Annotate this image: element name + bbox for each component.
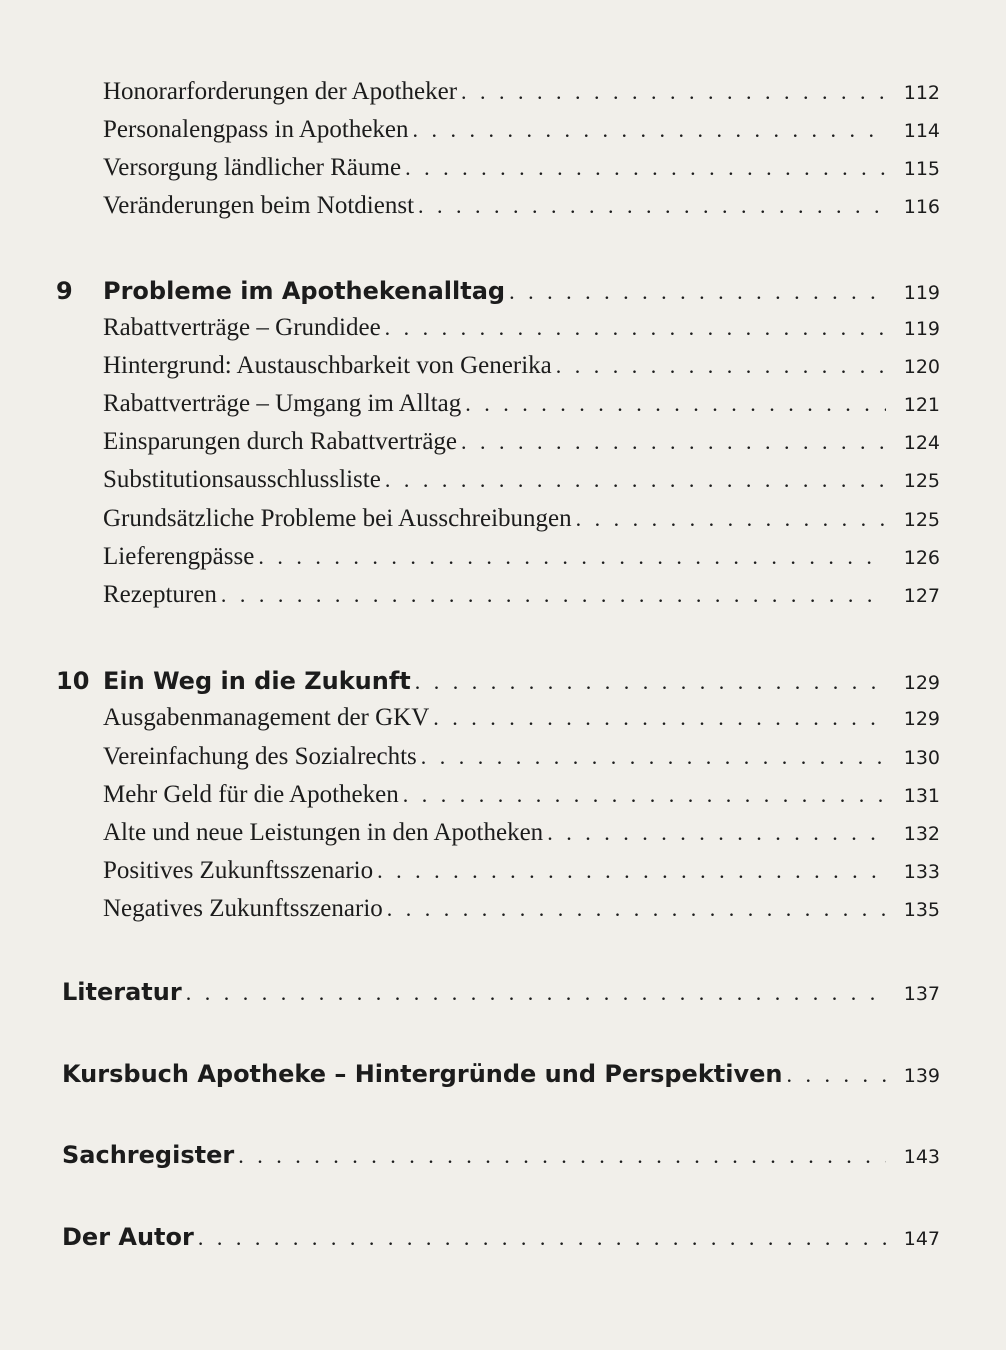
- leader-dots: [186, 980, 886, 1006]
- entry-page: 120: [903, 356, 940, 378]
- entry-page: 147: [903, 1228, 940, 1250]
- entry-title: Veränderungen beim Notdienst: [103, 192, 415, 219]
- leader-dots: [461, 79, 886, 105]
- toc-entry: [0, 466, 1006, 494]
- entry-page: 139: [903, 1065, 940, 1087]
- toc-entry: [0, 390, 1006, 418]
- leader-dots: [421, 744, 886, 770]
- section-title: Kursbuch Apotheke – Hintergründe und Perspektiven: [62, 1060, 783, 1088]
- entry-title: Positives Zukunftsszenario: [103, 857, 374, 884]
- entry-page: 125: [903, 470, 940, 492]
- toc-entry: [0, 581, 1006, 609]
- leader-dots: [787, 1062, 886, 1088]
- leader-dots: [556, 353, 886, 379]
- entry-title: Vereinfachung des Sozialrechts: [103, 743, 417, 770]
- entry-page: 137: [903, 983, 940, 1005]
- leader-dots: [405, 155, 886, 181]
- entry-title: Lieferengpässe: [103, 543, 255, 570]
- toc-entry: [0, 505, 1006, 533]
- leader-dots: [547, 820, 886, 846]
- entry-page: 124: [903, 432, 940, 454]
- leader-dots: [238, 1143, 886, 1169]
- leader-dots: [385, 315, 886, 341]
- chapter-heading: [0, 667, 1006, 695]
- entry-page: 121: [903, 394, 940, 416]
- entry-title: Rabattverträge – Umgang im Alltag: [103, 390, 462, 417]
- entry-page: 119: [903, 282, 940, 304]
- entry-title: Mehr Geld für die Apotheken: [103, 781, 399, 808]
- toc-entry: [0, 704, 1006, 732]
- chapter-number: 9: [56, 277, 73, 305]
- entry-title: Rabattverträge – Grundidee: [103, 314, 381, 341]
- toc-entry: [0, 819, 1006, 847]
- entry-page: 143: [903, 1146, 940, 1168]
- leader-dots: [258, 544, 886, 570]
- entry-page: 129: [903, 672, 940, 694]
- entry-page: 112: [903, 82, 940, 104]
- leader-dots: [415, 669, 886, 695]
- entry-page: 135: [903, 899, 940, 921]
- leader-dots: [385, 467, 886, 493]
- leader-dots: [403, 782, 886, 808]
- entry-page: 131: [903, 785, 940, 807]
- entry-page: 115: [903, 158, 940, 180]
- section-title: Der Autor: [62, 1223, 194, 1251]
- toc-entry: [0, 352, 1006, 380]
- toc-entry: [0, 314, 1006, 342]
- toc-entry: [0, 116, 1006, 144]
- leader-dots: [198, 1225, 886, 1251]
- leader-dots: [413, 117, 886, 143]
- entry-title: Hintergrund: Austauschbarkeit von Generika: [103, 352, 552, 379]
- entry-page: 116: [903, 196, 940, 218]
- chapter-title: Ein Weg in die Zukunft: [103, 667, 411, 695]
- entry-title: Negatives Zukunftsszenario: [103, 895, 383, 922]
- toc-entry: [0, 192, 1006, 220]
- leader-dots: [433, 705, 886, 731]
- entry-title: Honorarforderungen der Apotheker: [103, 78, 458, 105]
- entry-title: Alte und neue Leistungen in den Apotheken: [103, 819, 544, 846]
- toc-section: [0, 978, 1006, 1006]
- chapter-title: Probleme im Apothekenalltag: [103, 277, 506, 305]
- entry-title: Substitutionsausschlussliste: [103, 466, 381, 493]
- section-title: Literatur: [62, 978, 182, 1006]
- entry-title: Grundsätzliche Probleme bei Ausschreibungen: [103, 505, 572, 532]
- entry-page: 114: [903, 120, 940, 142]
- entry-title: Personalengpass in Apotheken: [103, 116, 409, 143]
- entry-page: 129: [903, 708, 940, 730]
- toc-section: [0, 1060, 1006, 1088]
- toc-section: [0, 1223, 1006, 1251]
- toc-entry: [0, 543, 1006, 571]
- entry-title: Versorgung ländlicher Räume: [103, 154, 402, 181]
- leader-dots: [377, 858, 886, 884]
- entry-page: 119: [903, 318, 940, 340]
- entry-title: Ausgabenmanagement der GKV: [103, 704, 430, 731]
- leader-dots: [418, 193, 886, 219]
- entry-title: Einsparungen durch Rabattverträge: [103, 428, 458, 455]
- leader-dots: [461, 429, 886, 455]
- toc-entry: [0, 895, 1006, 923]
- entry-title: Rezepturen: [103, 581, 217, 608]
- chapter-heading: [0, 277, 1006, 305]
- toc-entry: [0, 743, 1006, 771]
- leader-dots: [509, 279, 886, 305]
- entry-page: 132: [903, 823, 940, 845]
- leader-dots: [221, 582, 886, 608]
- toc-entry: [0, 428, 1006, 456]
- toc-entry: [0, 154, 1006, 182]
- entry-page: 127: [903, 585, 940, 607]
- toc-entry: [0, 857, 1006, 885]
- toc-entry: [0, 781, 1006, 809]
- entry-page: 126: [903, 547, 940, 569]
- toc-entry: [0, 78, 1006, 106]
- entry-page: 130: [903, 747, 940, 769]
- entry-page: 125: [903, 509, 940, 531]
- leader-dots: [465, 391, 886, 417]
- leader-dots: [387, 896, 886, 922]
- chapter-number: 10: [56, 667, 90, 695]
- toc-section: [0, 1141, 1006, 1169]
- section-title: Sachregister: [62, 1141, 235, 1169]
- entry-page: 133: [903, 861, 940, 883]
- leader-dots: [576, 506, 886, 532]
